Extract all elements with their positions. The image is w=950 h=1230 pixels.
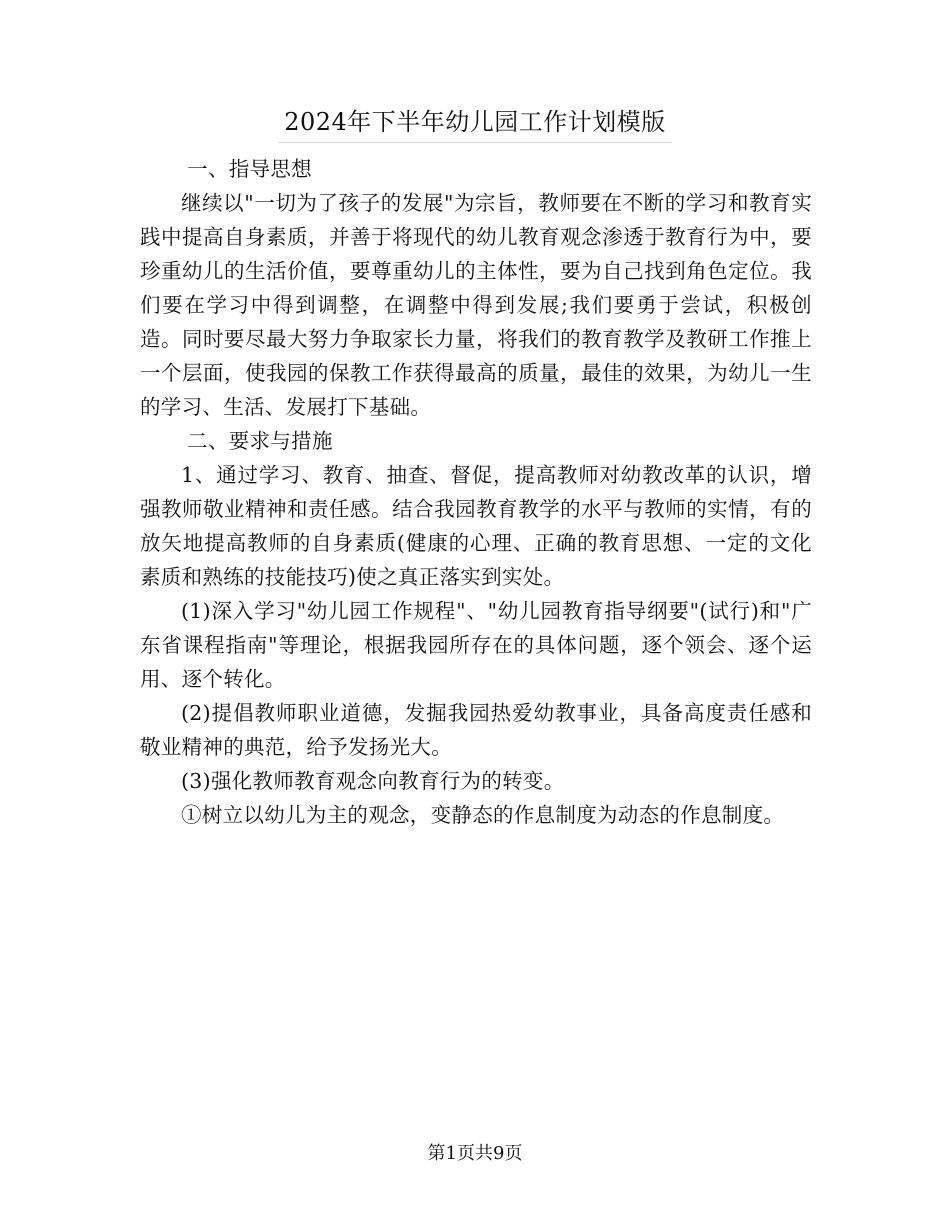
document-title: 2024年下半年幼儿园工作计划模版 — [278, 104, 672, 143]
paragraph-guiding-ideology: 继续以"一切为了孩子的发展"为宗旨，教师要在不断的学习和教育实践中提高自身素质，并善于将现代的幼儿教育观念渗透于教育行为中，要珍重幼儿的生活价值，要尊重幼儿的主体性，要为自己找到角色定位。我们要在学习中得到调整，在调整中得到发展;我们要勇于尝试，积极创造。同时要尽最大努力争取家长力量，将我们的教育教学及教研工作推上一个层面，使我园的保教工作获得最高的质量，最佳的效果，为幼儿一生的学习、生活、发展打下基础。 — [140, 191, 812, 419]
document-title-wrapper — [0, 104, 950, 143]
paragraph-item-1: 1、通过学习、教育、抽查、督促，提高教师对幼教改革的认识，增强教师敬业精神和责任感。结合我园教育教学的水平与教师的实情，有的放矢地提高教师的自身素质(健康的心理、正确的教育思想、一定的文化素质和熟练的技能技巧)使之真正落实到实处。 — [140, 463, 812, 589]
section-heading-guiding-ideology: 一、指导思想 — [187, 157, 312, 181]
paragraph-circled-item-1: ①树立以幼儿为主的观念，变静态的作息制度为动态的作息制度。 — [181, 803, 785, 827]
paragraph-subitem-3: (3)强化教师教育观念向教育行为的转变。 — [181, 769, 565, 793]
section-heading-requirements: 二、要求与措施 — [187, 429, 333, 453]
paragraph-subitem-2: (2)提倡教师职业道德，发掘我园热爱幼教事业，具备高度责任感和敬业精神的典范，给予发扬光大。 — [140, 701, 812, 759]
paragraph-subitem-1: (1)深入学习"幼儿园工作规程"、"幼儿园教育指导纲要"(试行)和"广东省课程指南"等理论，根据我园所存在的具体问题，逐个领会、逐个运用、逐个转化。 — [140, 599, 812, 691]
page-footer: 第1页共9页 — [427, 1143, 523, 1164]
document-body — [140, 152, 812, 832]
